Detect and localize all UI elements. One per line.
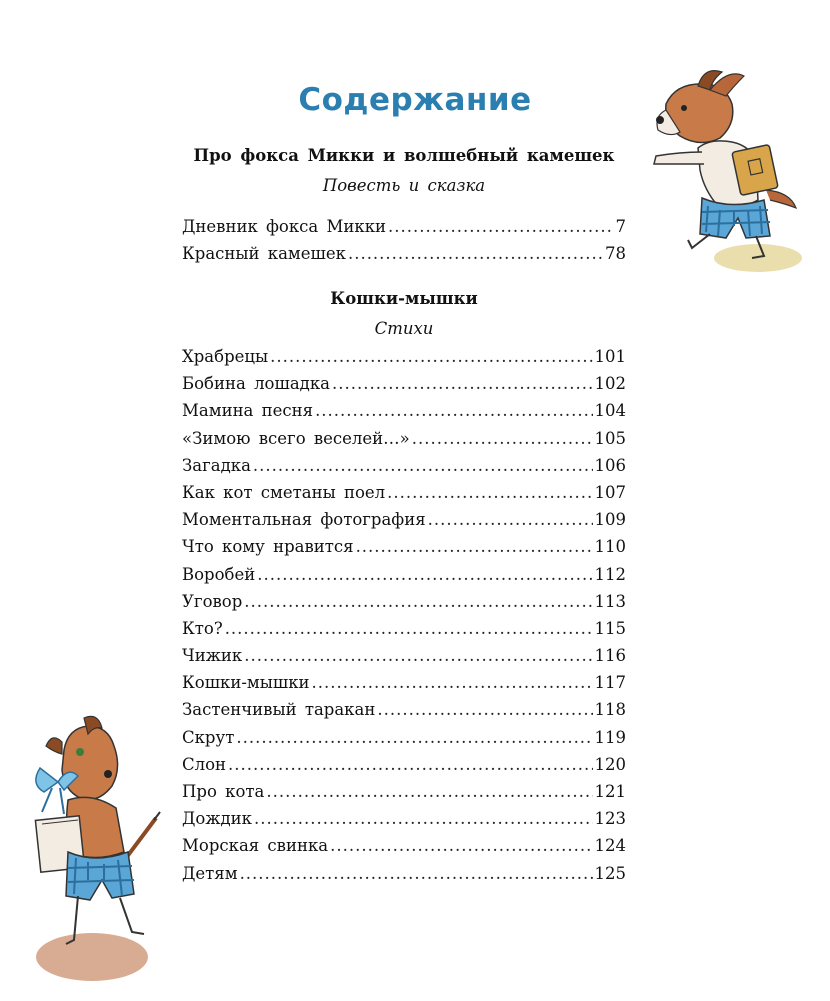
toc-entry <box>182 832 626 859</box>
toc-entry-title: Моментальная фотография <box>182 510 426 530</box>
toc-entry-page: 106 <box>594 455 626 475</box>
toc-entry-page: 115 <box>594 618 626 638</box>
toc-entry <box>182 778 626 805</box>
toc-entry-title: Кто? <box>182 618 223 638</box>
toc-entry-title: Воробей <box>182 564 256 584</box>
toc-entry <box>182 213 626 240</box>
dot-leader <box>388 213 613 240</box>
toc-entry-page: 113 <box>594 591 626 611</box>
toc-entry-title: Загадка <box>182 455 251 475</box>
toc-entry-page: 121 <box>594 782 626 801</box>
dot-leader <box>428 506 593 533</box>
dot-leader <box>225 615 593 642</box>
toc-entry-page: 107 <box>594 482 626 502</box>
toc-entry-page: 120 <box>594 754 626 774</box>
dot-leader <box>330 832 592 859</box>
toc-entry <box>182 533 626 560</box>
dot-leader <box>236 724 592 751</box>
toc-entry <box>182 397 626 424</box>
toc-entry <box>182 642 626 669</box>
dot-leader <box>387 479 592 506</box>
toc-entry-page: 109 <box>594 510 626 530</box>
dot-leader <box>270 343 592 370</box>
toc-entry-title: Скрут <box>182 727 235 747</box>
toc-entry <box>182 751 626 778</box>
dot-leader <box>266 778 592 805</box>
dot-leader <box>240 860 593 887</box>
toc-entry-page: 124 <box>594 836 626 856</box>
toc-entry-title: Про кота <box>182 782 265 801</box>
toc-entry <box>182 805 626 832</box>
toc-entry-page: 78 <box>605 244 626 264</box>
toc-entry-page: 101 <box>594 347 626 366</box>
section-heading-cats-mice: Кошки-мышки <box>330 289 478 308</box>
toc-entry-page: 119 <box>594 727 626 747</box>
toc-entry-title: Морская свинка <box>182 836 329 856</box>
section-subheading-poems: Стихи <box>374 319 434 338</box>
toc-entry <box>182 669 626 696</box>
toc-entry-title: Дневник фокса Микки <box>182 217 387 236</box>
toc-entry-title: Красный камешек <box>182 244 346 264</box>
toc-entry-title: Застенчивый таракан <box>182 700 376 720</box>
toc-entry-page: 7 <box>615 217 626 236</box>
toc-entry-title: Бобина лошадка <box>182 374 330 394</box>
toc-entry-page: 118 <box>594 700 626 720</box>
dot-leader <box>412 425 593 452</box>
toc-entry <box>182 615 626 642</box>
dog-with-bow-illustration <box>28 712 178 987</box>
dot-leader <box>348 240 603 267</box>
toc-entry <box>182 724 626 751</box>
dot-leader <box>377 696 592 723</box>
toc-entry <box>182 240 626 267</box>
dog-walking-illustration <box>640 60 806 275</box>
toc-entry <box>182 588 626 615</box>
page-title: Содержание <box>298 82 532 118</box>
dot-leader <box>254 805 593 832</box>
toc-entry <box>182 479 626 506</box>
toc-entry-page: 117 <box>594 673 626 693</box>
toc-entry-title: Детям <box>182 863 238 883</box>
dot-leader <box>228 751 592 778</box>
toc-entry <box>182 561 626 588</box>
toc-entry-title: Слон <box>182 754 227 774</box>
toc-entry-page: 104 <box>594 401 626 421</box>
dot-leader <box>253 452 593 479</box>
toc-entry-page: 102 <box>594 374 626 394</box>
toc-entry-title: Кошки-мышки <box>182 673 310 693</box>
toc-list-section2 <box>182 343 626 887</box>
toc-entry <box>182 696 626 723</box>
dot-leader <box>244 588 592 615</box>
toc-entry <box>182 506 626 533</box>
toc-entry-page: 110 <box>594 537 626 557</box>
toc-entry-page: 105 <box>594 428 626 448</box>
toc-entry-title: Чижик <box>182 646 243 666</box>
toc-entry-page: 112 <box>594 564 626 584</box>
toc-entry <box>182 343 626 370</box>
dot-leader <box>332 370 593 397</box>
dot-leader <box>257 561 592 588</box>
toc-entry-title: Дождик <box>182 809 252 829</box>
dot-leader <box>356 533 593 560</box>
toc-entry <box>182 425 626 452</box>
toc-entry-page: 116 <box>594 646 626 666</box>
toc-entry-title: Что кому нравится <box>182 537 354 557</box>
toc-list-section1 <box>182 213 626 267</box>
dot-leader <box>315 397 592 424</box>
toc-entry <box>182 452 626 479</box>
toc-entry-title: Уговор <box>182 591 243 611</box>
toc-entry-title: Храбрецы <box>182 347 269 366</box>
toc-entry-page: 123 <box>594 809 626 829</box>
toc-entry-title: Мамина песня <box>182 401 314 421</box>
section-heading-mickey: Про фокса Микки и волшебный камешек <box>193 146 615 165</box>
section-subheading-story: Повесть и сказка <box>322 176 486 195</box>
toc-entry <box>182 860 626 887</box>
dot-leader <box>312 669 593 696</box>
toc-entry <box>182 370 626 397</box>
toc-entry-title: «Зимою всего веселей…» <box>182 428 410 448</box>
dot-leader <box>244 642 592 669</box>
toc-entry-title: Как кот сметаны поел <box>182 482 386 502</box>
toc-entry-page: 125 <box>594 863 626 883</box>
